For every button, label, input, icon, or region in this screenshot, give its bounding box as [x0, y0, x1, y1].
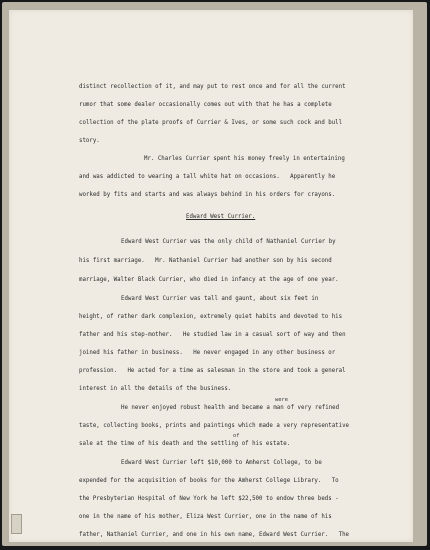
text-line: distinct recollection of it, and may put to rest once and for all the current: [79, 84, 346, 90]
text-line: height, of rather dark complexion, extremely quiet habits and devoted to his: [79, 314, 343, 320]
text-line: Edward West Currier was the only child of Nathaniel Currier by: [121, 239, 336, 245]
text-line: joined his father in business. He never engaged in any other business or: [79, 350, 336, 356]
text-line: expended for the acquisition of books for the Amherst College Library. To: [79, 478, 339, 484]
text-line: collection of the plate proofs of Currier & Ives, or some such cock and bull: [79, 120, 343, 126]
text-line: father and his step-mother. He studied law in a casual sort of way and then: [79, 332, 346, 338]
text-line: story.: [79, 138, 100, 144]
text-line: Mr. Charles Currier spent his money freely in entertaining: [144, 156, 345, 162]
text-line: one in the name of his mother, Eliza West Currier, one in the name of his: [79, 514, 332, 520]
text-line: He never enjoyed robust health and became a man of very refined: [121, 405, 340, 411]
text-line: father, Nathaniel Currier, and one in his own name, Edward West Currier. The: [79, 532, 350, 538]
text-line: his first marriage. Mr. Nathaniel Currier had another son by his second: [79, 258, 332, 264]
text-line: sale at the time of his death and the settling of his estate.: [79, 441, 291, 447]
text-line: worked by fits and starts and was always behind in his orders for crayons.: [79, 192, 336, 198]
text-line: Edward West Currier left $10,000 to Amherst College, to be: [121, 460, 322, 466]
handwritten-insertion: of: [233, 433, 240, 439]
text-line: interest in all the details of the business.: [79, 386, 232, 392]
text-line: and was addicted to wearing a tall white hat on occasions. Apparently he: [79, 174, 336, 180]
text-line: profession. He acted for a time as salesman in the store and took a general: [79, 368, 346, 374]
clip-tab: [11, 514, 22, 534]
text-line: marriage, Walter Black Currier, who died in infancy at the age of one year.: [79, 277, 339, 283]
text-line: the Presbyterian Hospital of New York he left $22,500 to endow three beds -: [79, 496, 339, 502]
text-line: rumor that some dealer occasionally comes out with that he has a complete: [79, 102, 332, 108]
section-heading: Edward West Currier.: [186, 214, 256, 220]
text-line: taste, collecting books, prints and paintings which made a very representative: [79, 423, 350, 429]
page-text: [9, 10, 413, 542]
typed-page: [9, 10, 413, 542]
text-line: Edward West Currier was tall and gaunt, about six feet in: [121, 296, 319, 302]
handwritten-insertion: were: [275, 397, 288, 403]
